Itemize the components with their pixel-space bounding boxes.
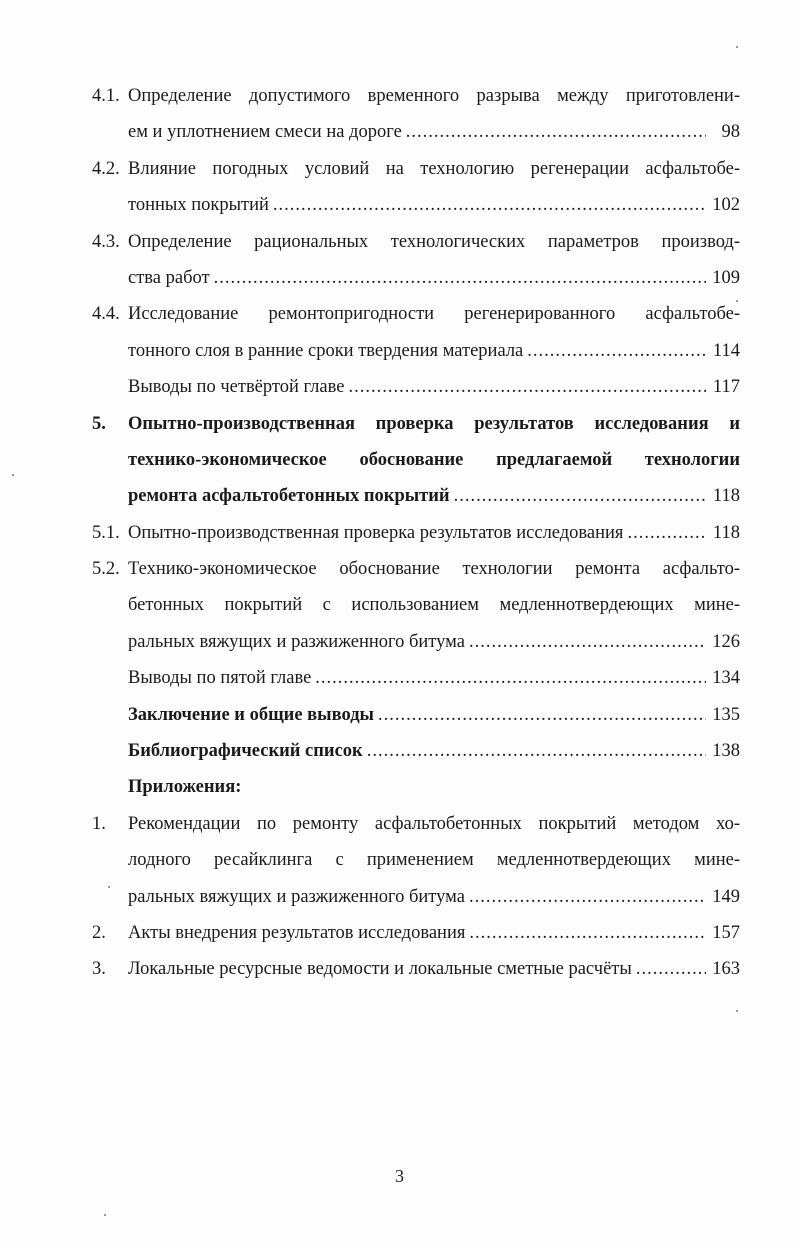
dot-leader: [367, 733, 706, 769]
toc-page: 149: [712, 886, 740, 907]
toc-text: Опытно-производственная проверка результатов исследования: [128, 522, 624, 543]
toc-entry-4-3: [92, 224, 740, 260]
dot-leader: [469, 915, 706, 951]
toc-text: Выводы по четвёртой главе: [128, 377, 345, 398]
toc-leader-row: [128, 624, 740, 660]
toc-text: Выводы по пятой главе: [128, 668, 312, 689]
toc-entry-4-4: [92, 296, 740, 332]
toc-entry-5-1: [92, 515, 740, 551]
toc-page: 118: [712, 486, 740, 507]
toc-number: 5.2.: [92, 559, 120, 580]
toc-appendix-1-cont: [92, 842, 740, 878]
dot-leader: [469, 879, 706, 915]
toc-leader-row: [128, 915, 740, 951]
toc-page: 102: [712, 195, 740, 216]
toc-entry-bibliography: [92, 733, 740, 769]
dot-leader: [469, 624, 706, 660]
toc-entry-conclusions-4: [92, 369, 740, 405]
scan-speck: [12, 474, 14, 476]
toc-entry-5-2: [92, 551, 740, 587]
toc-entry-4-3-cont: [92, 260, 740, 296]
toc-leader-row: [128, 260, 740, 296]
toc-page: 135: [712, 704, 740, 725]
toc-appendix-3: [92, 951, 740, 987]
toc-page: 126: [712, 631, 740, 652]
toc-leader-row: [128, 369, 740, 405]
dot-leader: [378, 697, 706, 733]
dot-leader: [454, 478, 706, 514]
table-of-contents: [92, 78, 740, 988]
toc-number: 5.: [92, 413, 106, 434]
toc-appendices-heading: [92, 769, 740, 805]
dot-leader: [406, 114, 706, 150]
toc-number: 1.: [92, 813, 106, 834]
toc-appendix-2: [92, 915, 740, 951]
toc-text: Приложения:: [128, 777, 242, 798]
scan-speck: [736, 1010, 738, 1012]
toc-page: 157: [712, 922, 740, 943]
toc-leader-row: [128, 515, 740, 551]
toc-text: Определение рациональных технологических параметров производ-: [128, 231, 740, 252]
toc-page: 117: [712, 377, 740, 398]
toc-text: ства работ: [128, 267, 210, 288]
toc-leader-row: [128, 478, 740, 514]
dot-leader: [636, 951, 706, 987]
toc-page: 118: [712, 522, 740, 543]
toc-number: 4.4.: [92, 304, 120, 325]
toc-text: тонных покрытий: [128, 195, 269, 216]
toc-entry-5-2-cont: [92, 587, 740, 623]
toc-entry-conclusion: [92, 697, 740, 733]
toc-number: 4.3.: [92, 231, 120, 252]
toc-entry-4-1-cont: [92, 114, 740, 150]
toc-text: ем и уплотнением смеси на дороге: [128, 122, 402, 143]
toc-number: 5.1.: [92, 522, 120, 543]
toc-chapter-5: [92, 406, 740, 442]
toc-entry-4-1: [92, 78, 740, 114]
toc-number: 2.: [92, 922, 106, 943]
toc-text: ральных вяжущих и разжиженного битума: [128, 631, 465, 652]
toc-number: 3.: [92, 959, 106, 980]
toc-entry-4-2-cont: [92, 187, 740, 223]
dot-leader: [273, 187, 706, 223]
toc-text: Рекомендации по ремонту асфальтобетонных покрытий методом хо-: [128, 813, 740, 834]
toc-entry-4-2: [92, 151, 740, 187]
toc-page: 138: [712, 741, 740, 762]
dot-leader: [315, 660, 706, 696]
toc-text: Влияние погодных условий на технологию регенерации асфальтобе-: [128, 158, 740, 179]
toc-text: Заключение и общие выводы: [128, 704, 375, 725]
scan-speck: [736, 46, 738, 48]
toc-leader-row: [128, 333, 740, 369]
scan-speck: [104, 1214, 106, 1216]
toc-text: технико-экономическое обоснование предлагаемой технологии: [128, 449, 740, 470]
toc-text: тонного слоя в ранние сроки твердения материала: [128, 340, 524, 361]
dot-leader: [527, 333, 706, 369]
toc-text: лодного ресайклинга с применением медленнотвердеющих мине-: [128, 850, 740, 871]
toc-entry-5-2-cont2: [92, 624, 740, 660]
toc-leader-row: [128, 660, 740, 696]
toc-text: Технико-экономическое обоснование технологии ремонта асфальто-: [128, 559, 740, 580]
toc-text: Локальные ресурсные ведомости и локальные сметные расчёты: [128, 959, 632, 980]
toc-page: 134: [712, 668, 740, 689]
toc-text: Опытно-производственная проверка результатов исследования и: [128, 413, 740, 434]
toc-leader-row: [128, 114, 740, 150]
scan-speck: [108, 886, 110, 888]
toc-appendix-1: [92, 806, 740, 842]
toc-text: Определение допустимого временного разрыва между приготовлени-: [128, 86, 740, 106]
toc-leader-row: [128, 879, 740, 915]
toc-entry-4-4-cont: [92, 333, 740, 369]
toc-chapter-5-cont2: [92, 478, 740, 514]
dot-leader: [627, 515, 706, 551]
toc-entry-conclusions-5: [92, 660, 740, 696]
toc-text: ральных вяжущих и разжиженного битума: [128, 886, 465, 907]
toc-text: Библиографический список: [128, 741, 363, 762]
toc-page: 114: [712, 340, 740, 361]
toc-number: 4.1.: [92, 86, 120, 106]
page-number: 3: [395, 1166, 404, 1186]
toc-chapter-5-cont: [92, 442, 740, 478]
dot-leader: [214, 260, 706, 296]
toc-number: 4.2.: [92, 158, 120, 179]
toc-text: Исследование ремонтопригодности регенерированного асфальтобе-: [128, 304, 740, 325]
toc-text: ремонта асфальтобетонных покрытий: [128, 486, 450, 507]
toc-leader-row: [128, 951, 740, 987]
toc-leader-row: [128, 733, 740, 769]
toc-page: 98: [721, 122, 740, 143]
toc-text: бетонных покрытий с использованием медленнотвердеющих мине-: [128, 595, 740, 616]
toc-text: Акты внедрения результатов исследования: [128, 922, 466, 943]
toc-appendix-1-cont2: [92, 879, 740, 915]
dot-leader: [348, 369, 706, 405]
scan-speck: [736, 300, 738, 302]
toc-page: 109: [712, 267, 740, 288]
toc-leader-row: [128, 187, 740, 223]
toc-page: 163: [712, 959, 740, 980]
toc-leader-row: [128, 697, 740, 733]
